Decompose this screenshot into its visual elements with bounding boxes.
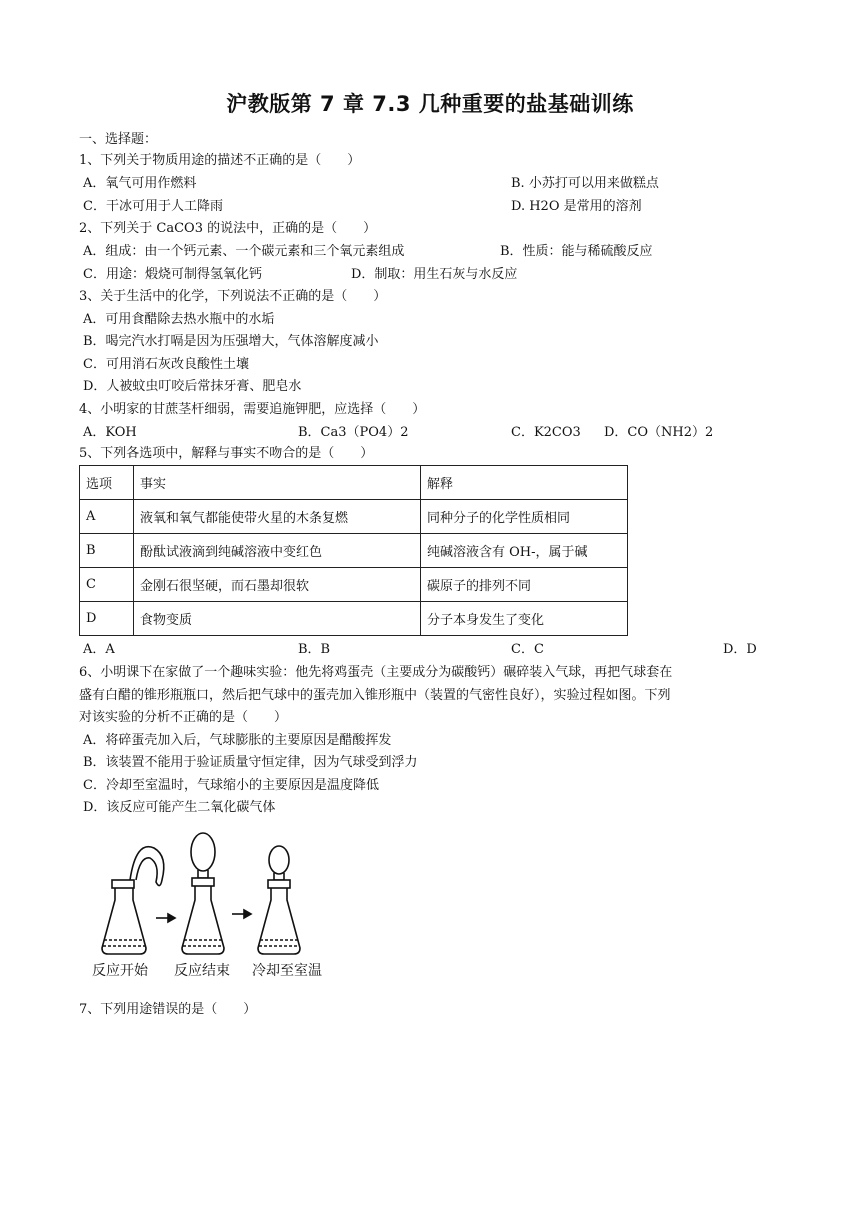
document-title: 沪教版第 7 章 7.3 几种重要的盐基础训练	[226, 92, 634, 116]
figure-label-start: 反应开始	[92, 963, 148, 979]
question-4-option-b: B．Ca3（PO4）2	[298, 425, 409, 440]
question-5-option-d: D．D	[723, 642, 757, 657]
table-header-cell: 事实	[134, 466, 421, 500]
table-header-row	[80, 466, 628, 500]
flask-cooled-icon	[258, 846, 300, 954]
table-cell: C	[80, 568, 134, 602]
question-5-option-b: B．B	[298, 642, 331, 657]
table-row	[80, 534, 628, 568]
question-1-option-c: C．干冰可用于人工降雨	[83, 199, 223, 214]
table-cell: 分子本身发生了变化	[421, 602, 628, 636]
table-row	[80, 500, 628, 534]
question-2-option-c: C．用途：煅烧可制得氢氧化钙	[83, 267, 262, 282]
table-cell: A	[80, 500, 134, 534]
table-cell: 酚酞试液滴到纯碱溶液中变红色	[134, 534, 421, 568]
table-header-cell: 选项	[80, 466, 134, 500]
question-1-option-d: D. H2O 是常用的溶剂	[511, 199, 642, 214]
section-heading: 一、选择题：	[79, 132, 158, 147]
question-4-stem: 4、小明家的甘蔗茎杆细弱，需要追施钾肥，应选择（ ）	[79, 402, 426, 417]
table-cell: D	[80, 602, 134, 636]
table-cell: B	[80, 534, 134, 568]
question-5-option-a: A．A	[83, 642, 115, 657]
flask-start-icon	[102, 847, 164, 954]
experiment-figure	[90, 830, 350, 980]
question-5-table	[79, 465, 628, 636]
question-6-option-a: A．将碎蛋壳加入后，气球膨胀的主要原因是醋酸挥发	[83, 733, 392, 748]
question-2-option-d: D．制取：用生石灰与水反应	[351, 267, 518, 282]
question-6-stem-line-3: 对该实验的分析不正确的是（ ）	[79, 710, 288, 725]
question-3-option-a: A．可用食醋除去热水瓶中的水垢	[83, 312, 275, 327]
table-cell: 液氧和氧气都能使带火星的木条复燃	[134, 500, 421, 534]
table-row	[80, 602, 628, 636]
question-1-option-b: B. 小苏打可以用来做糕点	[511, 176, 659, 191]
table-cell: 食物变质	[134, 602, 421, 636]
question-4-option-c: C．K2CO3	[511, 425, 581, 440]
question-6-option-c: C．冷却至室温时，气球缩小的主要原因是温度降低	[83, 778, 379, 793]
question-2-option-b: B．性质：能与稀硫酸反应	[500, 244, 653, 259]
question-1-stem: 1、下列关于物质用途的描述不正确的是（ ）	[79, 153, 361, 168]
question-4-option-d: D．CO（NH2）2	[604, 425, 714, 440]
question-6-option-b: B．该装置不能用于验证质量守恒定律，因为气球受到浮力	[83, 755, 418, 770]
question-5-option-c: C．C	[511, 642, 544, 657]
question-3-option-d: D．人被蚊虫叮咬后常抹牙膏、肥皂水	[83, 379, 302, 394]
table-cell: 同种分子的化学性质相同	[421, 500, 628, 534]
table-header-cell: 解释	[421, 466, 628, 500]
question-6-stem-line-1: 6、小明课下在家做了一个趣味实验：他先将鸡蛋壳（主要成分为碳酸钙）碾碎装入气球，再把气球套在	[79, 665, 673, 680]
question-3-option-c: C．可用消石灰改良酸性土壤	[83, 357, 249, 372]
table-cell: 碳原子的排列不同	[421, 568, 628, 602]
question-3-option-b: B．喝完汽水打嗝是因为压强增大，气体溶解度减小	[83, 334, 379, 349]
question-5-stem: 5、下列各选项中，解释与事实不吻合的是（ ）	[79, 446, 374, 461]
arrow-right-icon	[232, 910, 251, 918]
figure-label-cooled: 冷却至室温	[252, 963, 322, 979]
question-2-stem: 2、下列关于 CaCO3 的说法中，正确的是（ ）	[79, 221, 377, 236]
flask-end-icon	[182, 833, 224, 954]
question-6-option-d: D．该反应可能产生二氧化碳气体	[83, 800, 276, 815]
question-1-option-a: A．氧气可用作燃料	[83, 176, 197, 191]
arrow-right-icon	[156, 914, 175, 922]
question-3-stem: 3、关于生活中的化学，下列说法不正确的是（ ）	[79, 289, 387, 304]
figure-label-end: 反应结束	[174, 963, 230, 979]
table-cell: 金刚石很坚硬，而石墨却很软	[134, 568, 421, 602]
table-row	[80, 568, 628, 602]
question-2-option-a: A．组成：由一个钙元素、一个碳元素和三个氧元素组成	[83, 244, 405, 259]
table-cell: 纯碱溶液含有 OH-，属于碱	[421, 534, 628, 568]
question-4-option-a: A．KOH	[83, 425, 137, 440]
question-7-stem: 7、下列用途错误的是（ ）	[79, 1002, 257, 1017]
question-6-stem-line-2: 盛有白醋的锥形瓶瓶口，然后把气球中的蛋壳加入锥形瓶中（装置的气密性良好），实验过程如图。下列	[79, 688, 671, 703]
